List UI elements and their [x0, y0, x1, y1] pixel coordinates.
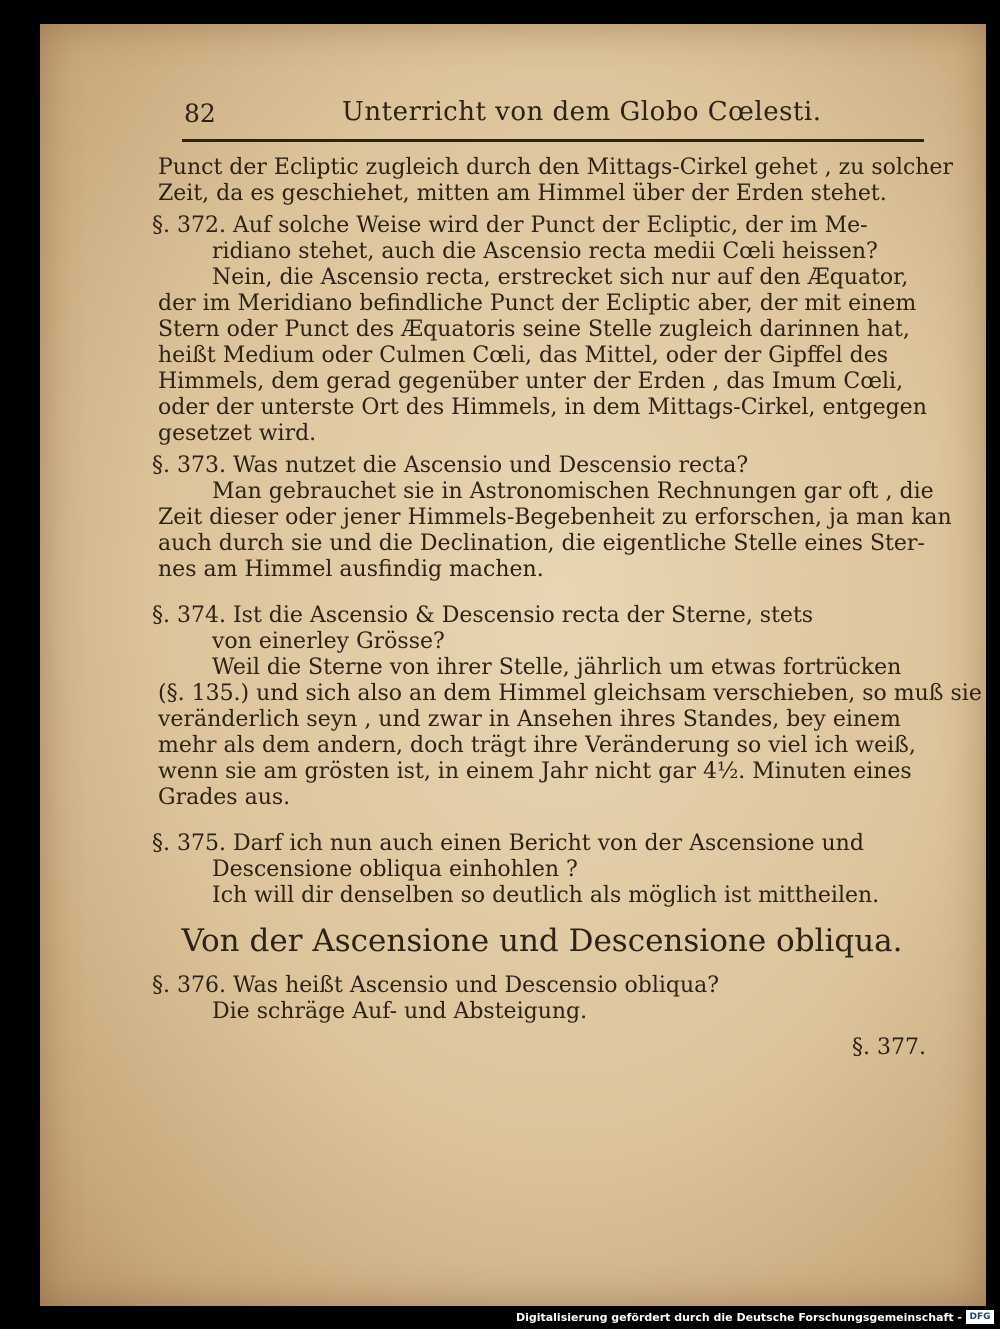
text-line: veränderlich seyn , und zwar in Ansehen ihres Standes, bey einem	[158, 707, 901, 732]
text-line: der im Meridiano befindliche Punct der Ecliptic aber, der mit einem	[158, 291, 917, 316]
header-rule	[182, 139, 924, 142]
catchword: §. 377.	[852, 1035, 926, 1060]
question-375: §. 375. Darf ich nun auch einen Bericht von der Ascensione und	[152, 831, 864, 856]
text-block	[152, 95, 982, 1060]
text-line: Stern oder Punct des Æquatoris seine Stelle zugleich darinnen hat,	[158, 317, 910, 342]
spacer	[152, 583, 932, 597]
section-subheading: Von der Ascensione und Descensione obliqua.	[181, 923, 903, 959]
text-line: wenn sie am grösten ist, in einem Jahr nicht gar 4½. Minuten eines	[158, 759, 912, 784]
question-373: §. 373. Was nutzet die Ascensio und Descensio recta?	[152, 453, 749, 478]
text-line: gesetzet wird.	[158, 421, 317, 446]
digitization-credit: Digitalisierung gefördert durch die Deutsche Forschungsgemeinschaft -	[515, 1311, 962, 1324]
dfg-logo: DFG	[966, 1310, 994, 1324]
answer-374: Weil die Sterne von ihrer Stelle, jährlich um etwas fortrücken	[212, 655, 902, 680]
question-376: §. 376. Was heißt Ascensio und Descensio obliqua?	[152, 973, 720, 998]
answer-372: Nein, die Ascensio recta, erstrecket sich nur auf den Æquator,	[212, 265, 909, 290]
spacer	[152, 811, 932, 825]
text-line: ridiano stehet, auch die Ascensio recta medii Cœli heissen?	[212, 239, 878, 264]
answer-375: Ich will dir denselben so deutlich als möglich ist mittheilen.	[212, 883, 880, 908]
page-number: 82	[184, 99, 216, 128]
book-page	[40, 24, 986, 1306]
text-line: von einerley Grösse?	[212, 629, 445, 654]
text-line: Zeit, da es geschiehet, mitten am Himmel über der Erden stehet.	[158, 181, 887, 206]
text-line: mehr als dem andern, doch trägt ihre Veränderung so viel ich weiß,	[158, 733, 916, 758]
text-line: heißt Medium oder Culmen Cœli, das Mittel, oder der Gipffel des	[158, 343, 889, 368]
text-line: Zeit dieser oder jener Himmels-Begebenheit zu erforschen, ja man kan	[158, 505, 952, 530]
text-line: oder der unterste Ort des Himmels, in dem Mittags-Cirkel, entgegen	[158, 395, 927, 420]
page-content	[152, 155, 982, 1061]
text-line: Punct der Ecliptic zugleich durch den Mittags-Cirkel gehet , zu solcher	[158, 155, 953, 180]
text-line: (§. 135.) und sich also an dem Himmel gleichsam verschieben, so muß sie	[158, 681, 982, 706]
answer-376: Die schräge Auf- und Absteigung.	[212, 999, 588, 1024]
text-line: Grades aus.	[158, 785, 291, 810]
text-line: auch durch sie und die Declination, die eigentliche Stelle eines Ster-	[158, 531, 925, 556]
answer-373: Man gebrauchet sie in Astronomischen Rechnungen gar oft , die	[212, 479, 934, 504]
text-line: Descensione obliqua einhohlen ?	[212, 857, 578, 882]
question-372: §. 372. Auf solche Weise wird der Punct der Ecliptic, der im Me-	[152, 213, 868, 238]
text-line: Himmels, dem gerad gegenüber unter der Erden , das Imum Cœli,	[158, 369, 904, 394]
running-head-title: Unterricht von dem Globo Cœlesti.	[342, 97, 822, 127]
question-374: §. 374. Ist die Ascensio & Descensio recta der Sterne, stets	[152, 603, 814, 628]
running-head	[152, 95, 928, 135]
text-line: nes am Himmel ausfindig machen.	[158, 557, 544, 582]
